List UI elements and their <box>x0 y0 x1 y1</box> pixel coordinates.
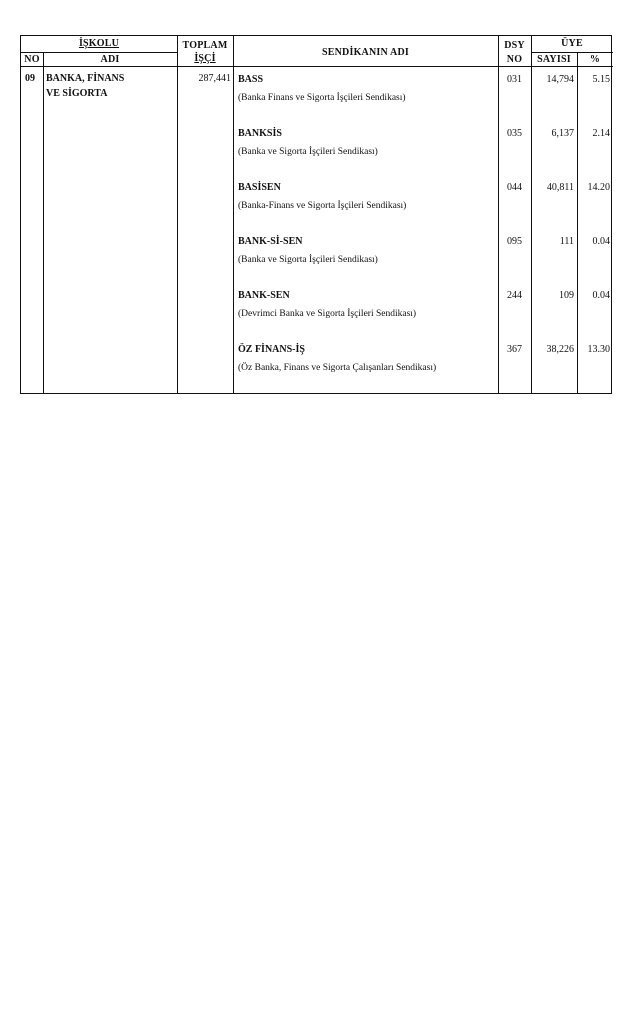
union-dsy-no: 031 <box>507 74 522 85</box>
header-dsy-no: NO <box>506 54 523 65</box>
header-adi: ADI <box>100 54 120 65</box>
union-member-count: 14,794 <box>546 74 574 85</box>
col-divider-dsy <box>498 36 499 393</box>
col-divider-toplam <box>177 36 178 393</box>
header-bottom-line <box>21 66 613 67</box>
header-sendika-adi: SENDİKANIN ADI <box>322 47 409 58</box>
col-divider-no <box>43 53 44 393</box>
sector-name-line2: VE SİGORTA <box>46 88 108 99</box>
union-full-name: (Öz Banka, Finans ve Sigorta Çalışanları Sendikası) <box>238 363 437 373</box>
union-full-name: (Banka ve Sigorta İşçileri Sendikası) <box>238 147 378 157</box>
union-member-count: 6,137 <box>551 128 574 139</box>
union-member-count: 111 <box>559 236 574 247</box>
sector-total-workers: 287,441 <box>198 73 231 84</box>
header-sayisi: SAYISI <box>537 54 571 65</box>
col-divider-yuzde <box>577 53 578 393</box>
header-isci: İŞÇİ <box>194 53 216 64</box>
header-toplam: TOPLAM <box>182 40 228 51</box>
col-divider-uye <box>531 36 532 393</box>
union-member-count: 38,226 <box>546 344 574 355</box>
header-mid-line-iskolu <box>21 52 177 53</box>
union-dsy-no: 244 <box>507 290 522 301</box>
union-member-percent: 14.20 <box>587 182 610 193</box>
union-full-name: (Devrimci Banka ve Sigorta İşçileri Sendikası) <box>238 309 417 319</box>
union-short-name: BANK-Sİ-SEN <box>238 236 303 247</box>
col-divider-sendika <box>233 36 234 393</box>
union-member-count: 109 <box>559 290 574 301</box>
union-member-percent: 5.15 <box>592 74 610 85</box>
header-mid-line-uye <box>531 52 613 53</box>
union-full-name: (Banka Finans ve Sigorta İşçileri Sendikası) <box>238 93 406 103</box>
union-member-count: 40,811 <box>546 182 574 193</box>
sector-name-line1: BANKA, FİNANS <box>46 73 125 84</box>
header-uye: ÜYE <box>561 38 583 49</box>
union-short-name: BANK-SEN <box>238 290 290 301</box>
union-dsy-no: 044 <box>507 182 522 193</box>
union-member-percent: 0.04 <box>592 290 610 301</box>
union-membership-table <box>20 35 612 394</box>
union-member-percent: 0.04 <box>592 236 610 247</box>
union-full-name: (Banka-Finans ve Sigorta İşçileri Sendikası) <box>238 201 407 211</box>
union-dsy-no: 367 <box>507 344 522 355</box>
union-short-name: ÖZ FİNANS-İŞ <box>238 344 305 355</box>
header-yuzde: % <box>589 54 601 65</box>
union-short-name: BASİSEN <box>238 182 281 193</box>
header-no: NO <box>24 54 40 65</box>
union-member-percent: 13.30 <box>587 344 610 355</box>
sector-no: 09 <box>25 73 35 84</box>
union-full-name: (Banka ve Sigorta İşçileri Sendikası) <box>238 255 378 265</box>
header-dsy: DSY <box>504 40 525 51</box>
header-iskolu: İŞKOLU <box>78 38 120 49</box>
union-short-name: BASS <box>238 74 264 85</box>
union-dsy-no: 095 <box>507 236 522 247</box>
union-member-percent: 2.14 <box>592 128 610 139</box>
union-short-name: BANKSİS <box>238 128 282 139</box>
union-dsy-no: 035 <box>507 128 522 139</box>
